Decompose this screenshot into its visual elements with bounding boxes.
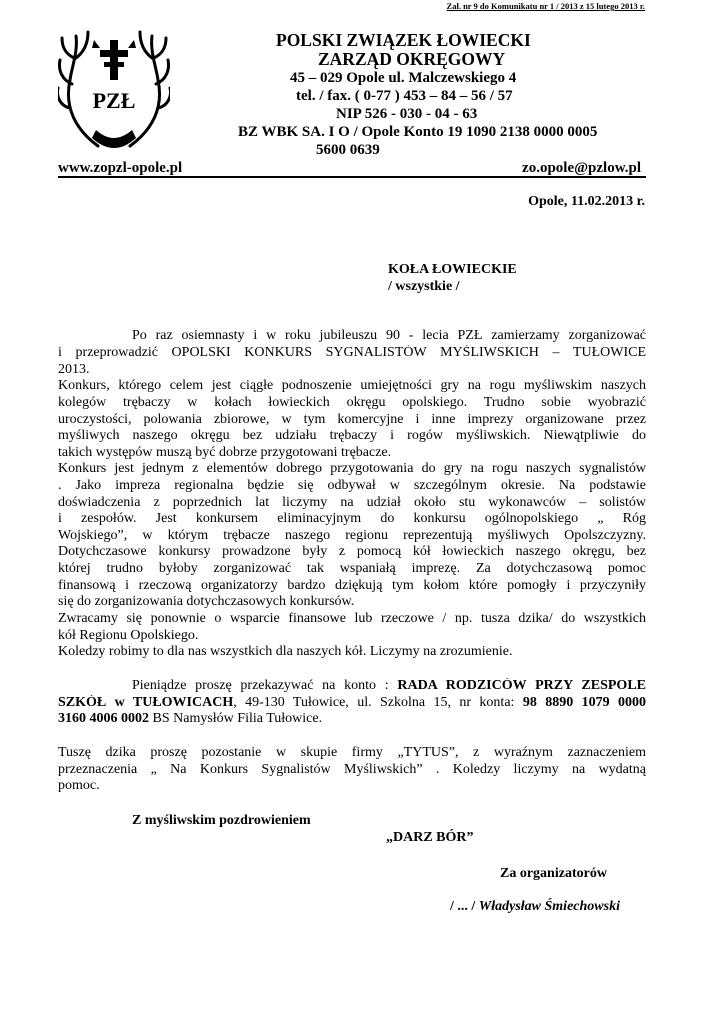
header-divider <box>58 176 646 178</box>
body-line: kolegów trębaczy w kołach łowieckich okręgu opolskiego. Trudno sobie wyobrazić <box>58 395 646 410</box>
signature-name: Władysław Śmiechowski <box>478 899 620 914</box>
org-nip: NIP 526 - 030 - 04 - 63 <box>336 106 478 122</box>
body-line: się do zorganizowania dotychczasowych konkursów. <box>58 594 355 609</box>
annex-note: Zał. nr 9 do Komunikatu nr 1 / 2013 z 15 lutego 2013 r. <box>446 1 645 11</box>
body-line: myśliwych naszego okręgu bez udziału trębaczy i rogów myśliwskich. Niewątpliwie do <box>58 428 646 443</box>
letter-date: Opole, 11.02.2013 r. <box>528 194 645 209</box>
payment-account-cont: 3160 4006 0002 <box>58 711 149 726</box>
closing-motto: „DARZ BÓR” <box>386 830 474 845</box>
body-line: Zwracamy się ponownie o wsparcie finansowe lub rzeczowe / np. tusza dzika/ do wszystkich <box>58 611 646 626</box>
body-line: Tuszę dzika proszę pozostanie w skupie firmy „TYTUS”, z wyraźnym zaznaczeniem <box>58 745 646 760</box>
org-bank-cont: 5600 0639 <box>316 142 380 158</box>
body-line: Koledzy robimy to dla nas wszystkich dla naszych kół. Liczymy na zrozumienie. <box>58 644 513 659</box>
body-line: i przeprowadzić OPOLSKI KONKURS SYGNALISTÓW MYŚLIWSKICH – TUŁOWICE <box>58 345 646 360</box>
signature-prefix: / ... / <box>450 899 479 914</box>
body-line: i zespołów. Jest konkursem eliminacyjnym do konkursu ogólnopolskiego „ Róg <box>58 511 646 526</box>
org-bank: BZ WBK SA. I O / Opole Konto 19 1090 2138 0000 0005 <box>238 124 598 140</box>
body-line: finansową i rzeczową organizatorzy bardzo dziękują tym kołom które pomogły i przyczyniły <box>58 578 646 593</box>
payment-recipient: RADA RODZICÓW PRZY ZESPOLE <box>397 678 646 693</box>
closing-greeting: Z myśliwskim pozdrowieniem <box>132 813 311 828</box>
body-line: przeznaczenia „ Na Konkurs Sygnalistów Myśliwskich” . Koledzy liczymy na wydatną <box>58 762 646 777</box>
closing-for-org: Za organizatorów <box>500 866 607 881</box>
body-line: Dotychczasowe konkursy prowadzone były z pomocą kół łowieckich naszego okręgu, bez <box>58 544 646 559</box>
org-name: POLSKI ZWIĄZEK ŁOWIECKI <box>276 30 531 50</box>
recipient-line1: KOŁA ŁOWIECKIE <box>388 262 517 277</box>
payment-account: 98 8890 1079 0000 <box>522 695 646 710</box>
body-line: 2013. <box>58 362 90 377</box>
payment-line3 <box>58 711 646 728</box>
payment-bank: BS Namysłów Filia Tułowice. <box>149 711 323 726</box>
payment-line1 <box>132 678 646 695</box>
body-line: Wojskiego”, w którym trębacze naszego regionu reprezentują myśliwych Opolszczyzny. <box>58 528 646 543</box>
body-line: Po raz osiemnasty i w roku jubileuszu 90 - lecia PZŁ zamierzamy zorganizować <box>132 328 646 343</box>
org-address: 45 – 029 Opole ul. Malczewskiego 4 <box>290 70 517 86</box>
body-line: Konkurs jest jednym z elementów dobrego przygotowania do gry na rogu naszych sygnalistów <box>58 461 646 476</box>
logo-text: PZŁ <box>92 88 136 113</box>
body-line: której trudno byłoby zorganizować tak wspaniałą imprezę. Za dotychczasową pomoc <box>58 561 646 576</box>
website-link[interactable]: www.zopzl-opole.pl <box>58 160 183 176</box>
body-line: doświadczenia z poprzednich lat liczymy na udział około stu wykonawców – solistów <box>58 495 646 510</box>
body-line: pomoc. <box>58 778 100 793</box>
payment-address: , 49-130 Tułowice, ul. Szkolna 15, nr konta: <box>233 695 523 710</box>
body-line: . Jako impreza regionalna będzie się odbywał w szczególnym okresie. Na podstawie <box>58 478 646 493</box>
email-link[interactable]: zo.opole@pzlow.pl <box>522 160 641 176</box>
body-line: kół Regionu Opolskiego. <box>58 628 199 643</box>
payment-line2 <box>58 695 646 712</box>
body-line: Konkurs, którego celem jest ciągłe podnoszenie umiejętności gry na rogu myśliwskim naszych <box>58 378 646 393</box>
body-line: uroczystości, polowania zbiorowe, w tym komercyjne i inne imprezy organizowane przez <box>58 412 646 427</box>
org-unit: ZARZĄD OKRĘGOWY <box>318 49 506 69</box>
signature <box>450 899 620 916</box>
org-phone: tel. / fax. ( 0-77 ) 453 – 84 – 56 / 57 <box>296 88 513 104</box>
recipient-line2: / wszystkie / <box>388 279 460 294</box>
pzl-logo <box>58 18 170 160</box>
payment-school: SZKÓŁ w TUŁOWICACH <box>58 695 234 710</box>
body-line: takich występów muszą być dobrze przygotowani trębacze. <box>58 445 392 460</box>
payment-text: Pieniądze proszę przekazywać na konto : <box>132 678 398 693</box>
